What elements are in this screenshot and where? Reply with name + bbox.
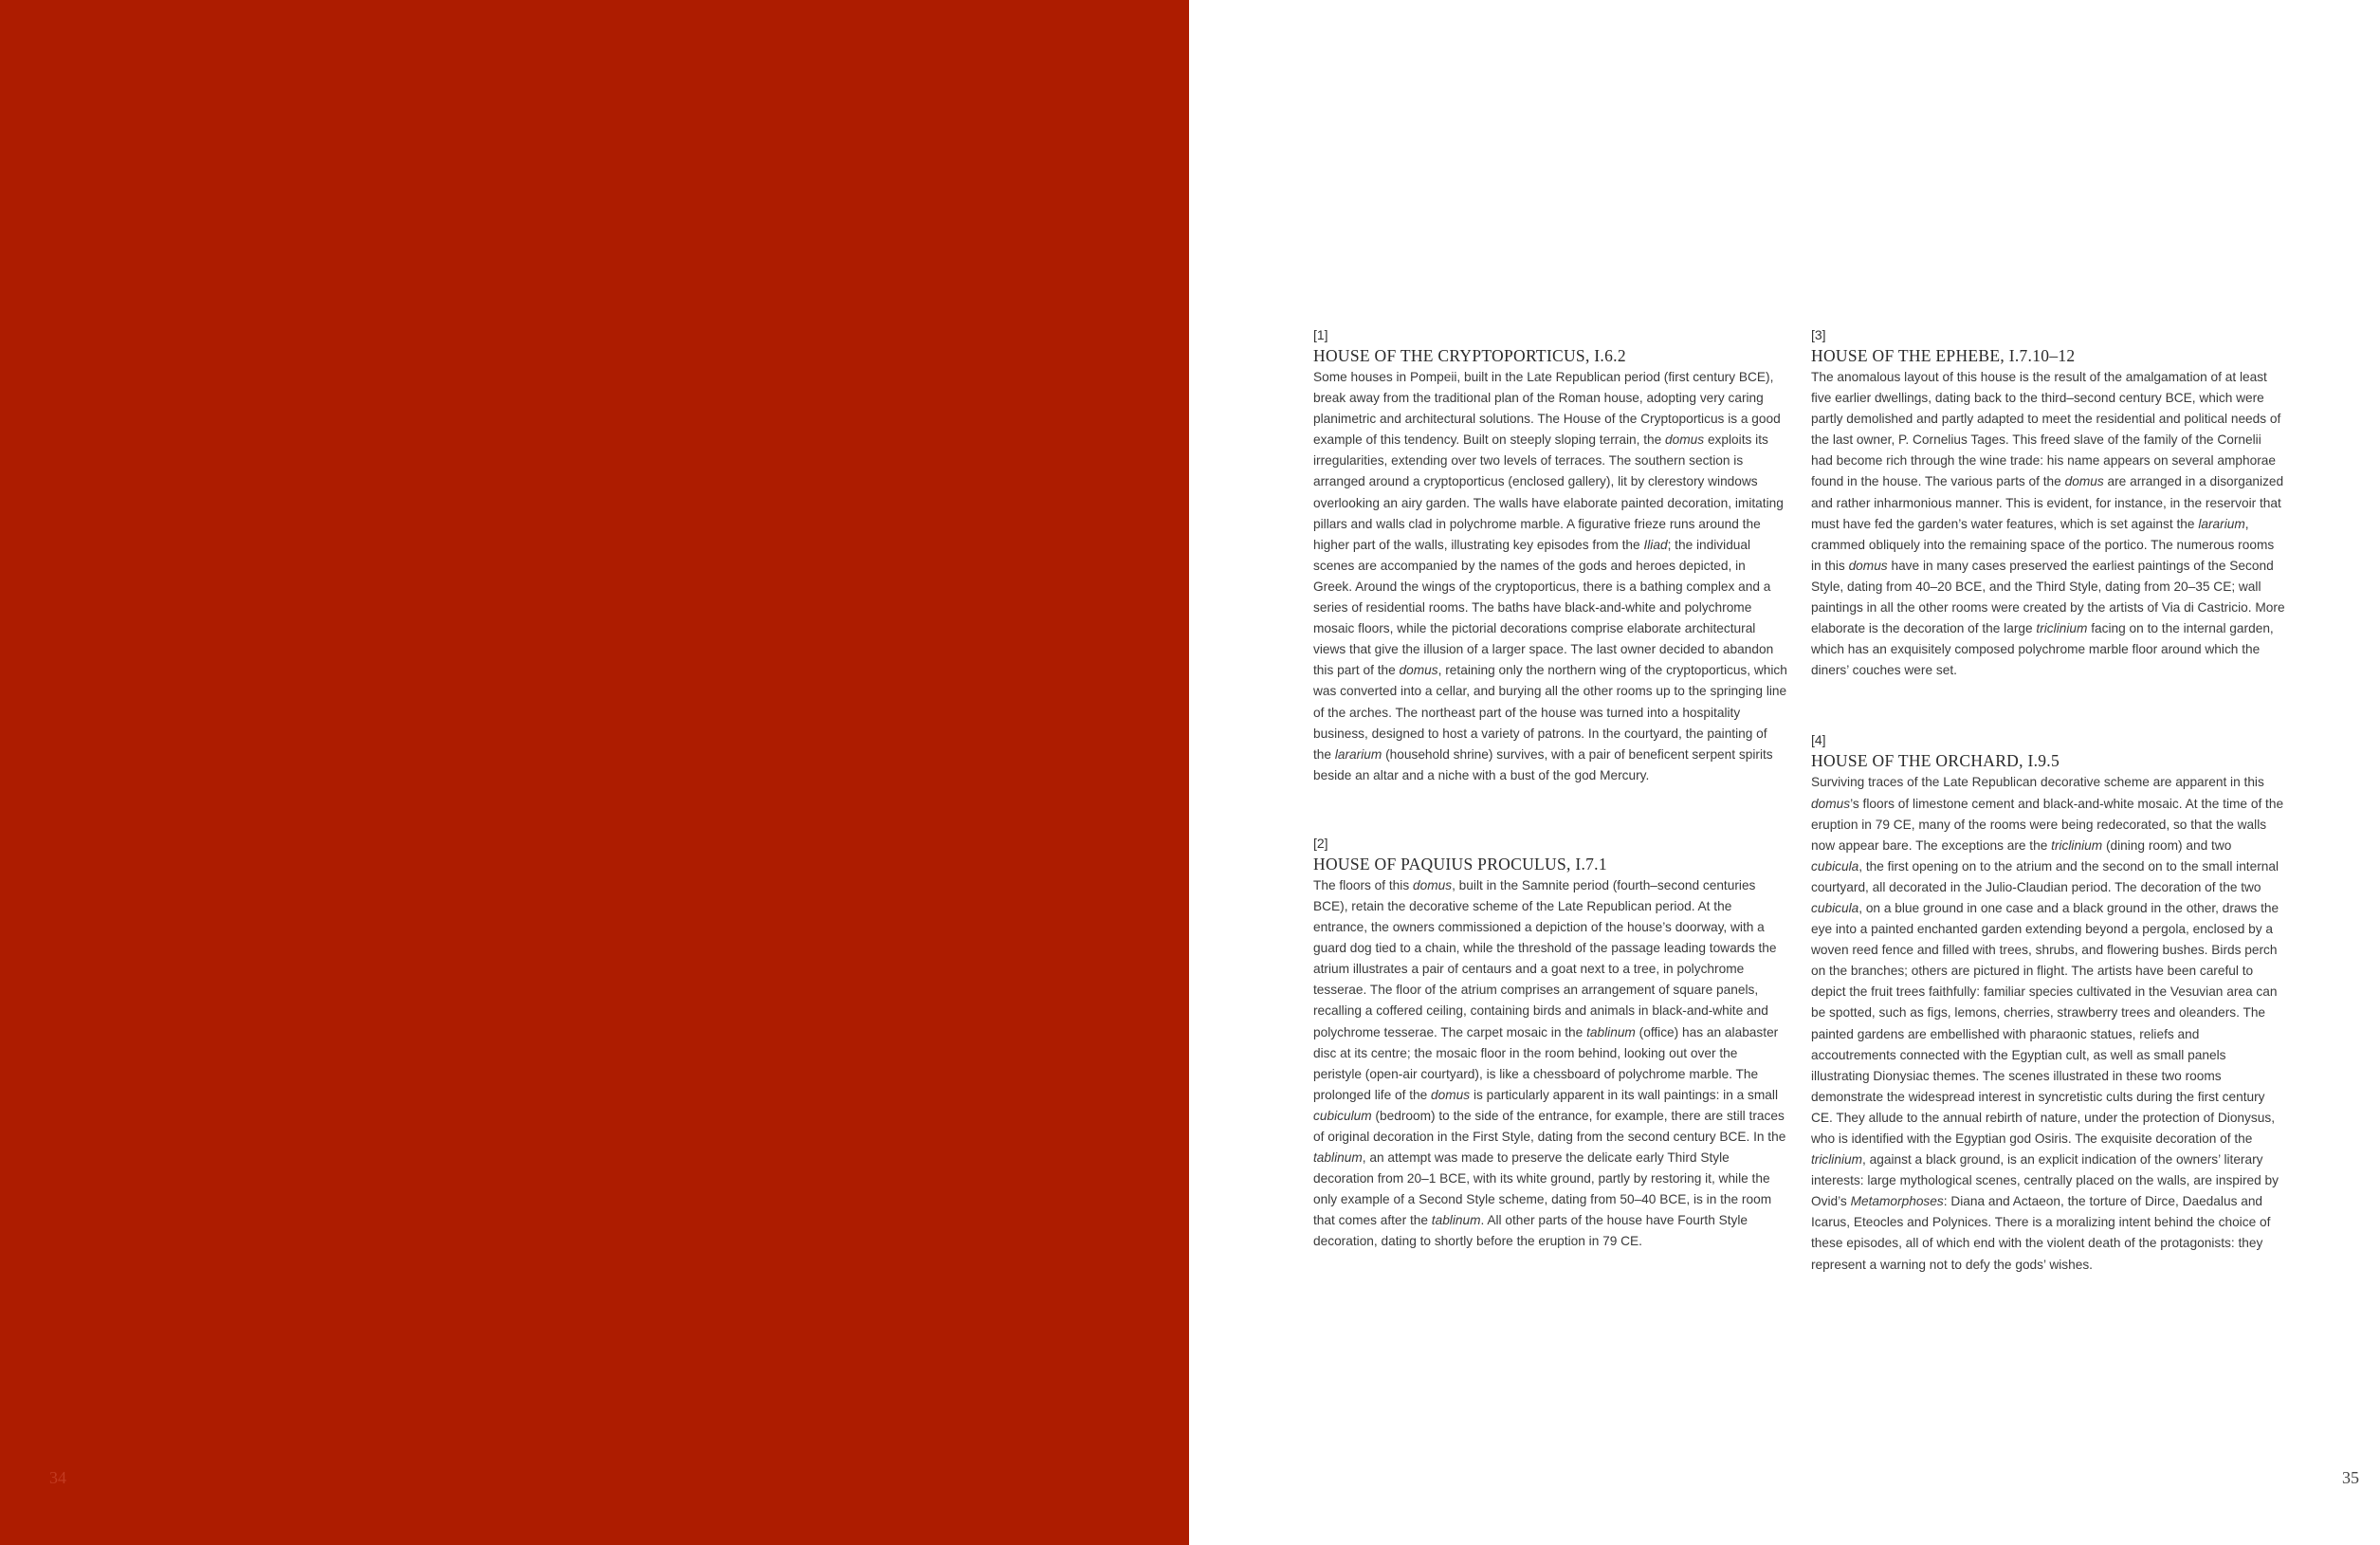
page-number-right: 35 <box>2342 1468 2359 1487</box>
entry-title: HOUSE OF THE ORCHARD, I.9.5 <box>1811 751 2060 771</box>
entry-number: [3] <box>1811 327 1826 342</box>
entry-house-of-the-orchard <box>1811 730 2285 1275</box>
entry-body: The floors of this domus, built in the Samnite period (fourth–second centuries BCE), retain the decorative scheme of the Late Republican period. At the entrance, the owners commissioned a depiction of the house’s doorway, with a guard dog tied to a chain, while the threshold of the passage leading towards the atrium illustrates a pair of centaurs and a goat next to a tree, in polychrome tesserae. The floor of the atrium comprises an arrangement of square panels, recalling a coffered ceiling, containing birds and animals in black-and-white and polychrome tesserae. The carpet mosaic in the tablinum (office) has an alabaster disc at its centre; the mosaic floor in the room behind, looking out over the peristyle (open-air courtyard), is like a chessboard of polychrome marble. The prolonged life of the domus is particularly apparent in its wall paintings: in a small cubiculum (bedroom) to the side of the entrance, for example, there are still traces of original decoration in the First Style, dating from the second century BCE. In the tablinum, an attempt was made to preserve the delicate early Third Style decoration from 20–1 BCE, with its white ground, partly by restoring it, while the only example of a Second Style scheme, dating from 50–40 BCE, is in the room that comes after the tablinum. All other parts of the house have Fourth Style decoration, dating to shortly before the eruption in 79 CE. <box>1313 877 1786 1249</box>
text-column-right <box>1811 325 2285 1276</box>
entry-body: Surviving traces of the Late Republican decorative scheme are apparent in this domus’s floors of limestone cement and black-and-white mosaic. At the time of the eruption in 79 CE, many of the rooms were being redecorated, so that the walls now appear bare. The exceptions are the triclinium (dining room) and two cubicula, the first opening on to the atrium and the second on to the small internal courtyard, all decorated in the Julio-Claudian period. The decoration of the two cubicula, on a blue ground in one case and a black ground in the other, draws the eye into a painted enchanted garden extending beyond a pergola, enclosed by a woven reed fence and filled with trees, shrubs, and flowering bushes. Birds perch on the branches; others are pictured in flight. The artists have been careful to depict the fruit trees faithfully: familiar species cultivated in the Vesuvian area can be spotted, such as figs, lemons, cherries, strawberry trees and oleanders. The painted gardens are embellished with pharaonic statues, reliefs and accoutrements connected with the Egyptian cult, as well as small panels illustrating Dionysiac themes. The scenes illustrated in these two rooms demonstrate the widespread interest in syncretistic cults during the first century CE. They allude to the annual rebirth of nature, under the protection of Dionysus, who is identified with the Egyptian god Osiris. The exquisite decoration of the triclinium, against a black ground, is an explicit indication of the owners’ literary interests: large mythological scenes, centrally placed on the walls, are inspired by Ovid’s Metamorphoses: Diana and Actaeon, the torture of Dirce, Daedalus and Icarus, Eteocles and Polynices. There is a moralizing intent behind the choice of these episodes, all of which end with the violent death of the protagonists: they represent a warning not to defy the gods’ wishes. <box>1811 775 2284 1272</box>
entry-number: [4] <box>1811 732 1826 748</box>
entry-title: HOUSE OF THE EPHEBE, I.7.10–12 <box>1811 346 2076 365</box>
text-column-left <box>1313 325 1787 1253</box>
entry-title: HOUSE OF THE CRYPTOPORTICUS, I.6.2 <box>1313 346 1626 365</box>
entry-number: [1] <box>1313 327 1328 342</box>
entry-body: The anomalous layout of this house is the result of the amalgamation of at least five earlier dwellings, dating back to the third–second century BCE, which were partly demolished and partly adapted to meet the residential and political needs of the last owner, P. Cornelius Tages. This freed slave of the family of the Cornelii had become rich through the wine trade: his name appears on several amphorae found in the house. The various parts of the domus are arranged in a disorganized and rather inharmonious manner. This is evident, for instance, in the reservoir that must have fed the garden’s water features, which is set against the lararium, crammed obliquely into the remaining space of the portico. The numerous rooms in this domus have in many cases preserved the earliest paintings of the Second Style, dating from 40–20 BCE, and the Third Style, dating from 20–35 CE; wall paintings in all the other rooms were created by the artists of Via di Castricio. More elaborate is the decoration of the large triclinium facing on to the internal garden, which has an exquisitely composed polychrome marble floor around which the diners’ couches were set. <box>1811 370 2285 678</box>
entry-number: [2] <box>1313 835 1328 851</box>
page-number-left: 34 <box>49 1468 66 1487</box>
entry-house-of-paquius-proculus <box>1313 834 1787 1253</box>
red-color-panel <box>0 0 1189 1545</box>
entry-body: Some houses in Pompeii, built in the Late Republican period (first century BCE), break away from the traditional plan of the Roman house, adopting very caring planimetric and architectural solutions. The House of the Cryptoporticus is a good example of this tendency. Built on steeply sloping terrain, the domus exploits its irregularities, extending over two levels of terraces. The southern section is arranged around a cryptoporticus (enclosed gallery), lit by clerestory windows overlooking an airy garden. The walls have elaborate painted decoration, imitating pillars and walls clad in polychrome marble. A figurative frieze runs around the higher part of the walls, illustrating key episodes from the Iliad; the individual scenes are accompanied by the names of the gods and heroes depicted, in Greek. Around the wings of the cryptoporticus, there is a bathing complex and a series of residential rooms. The baths have black-and-white and polychrome mosaic floors, while the pictorial decorations comprise elaborate architectural views that give the illusion of a larger space. The last owner decided to abandon this part of the domus, retaining only the northern wing of the cryptoporticus, which was converted into a cellar, and burying all the other rooms up to the springing line of the arches. The northeast part of the house was turned into a hospitality business, designed to host a variety of patrons. In the courtyard, the painting of the lararium (household shrine) survives, with a pair of beneficent serpent spirits beside an altar and a niche with a bust of the god Mercury. <box>1313 370 1787 782</box>
entry-title: HOUSE OF PAQUIUS PROCULUS, I.7.1 <box>1313 854 1607 874</box>
entry-house-of-the-cryptoporticus <box>1313 325 1787 786</box>
entry-house-of-the-ephebe <box>1811 325 2285 681</box>
